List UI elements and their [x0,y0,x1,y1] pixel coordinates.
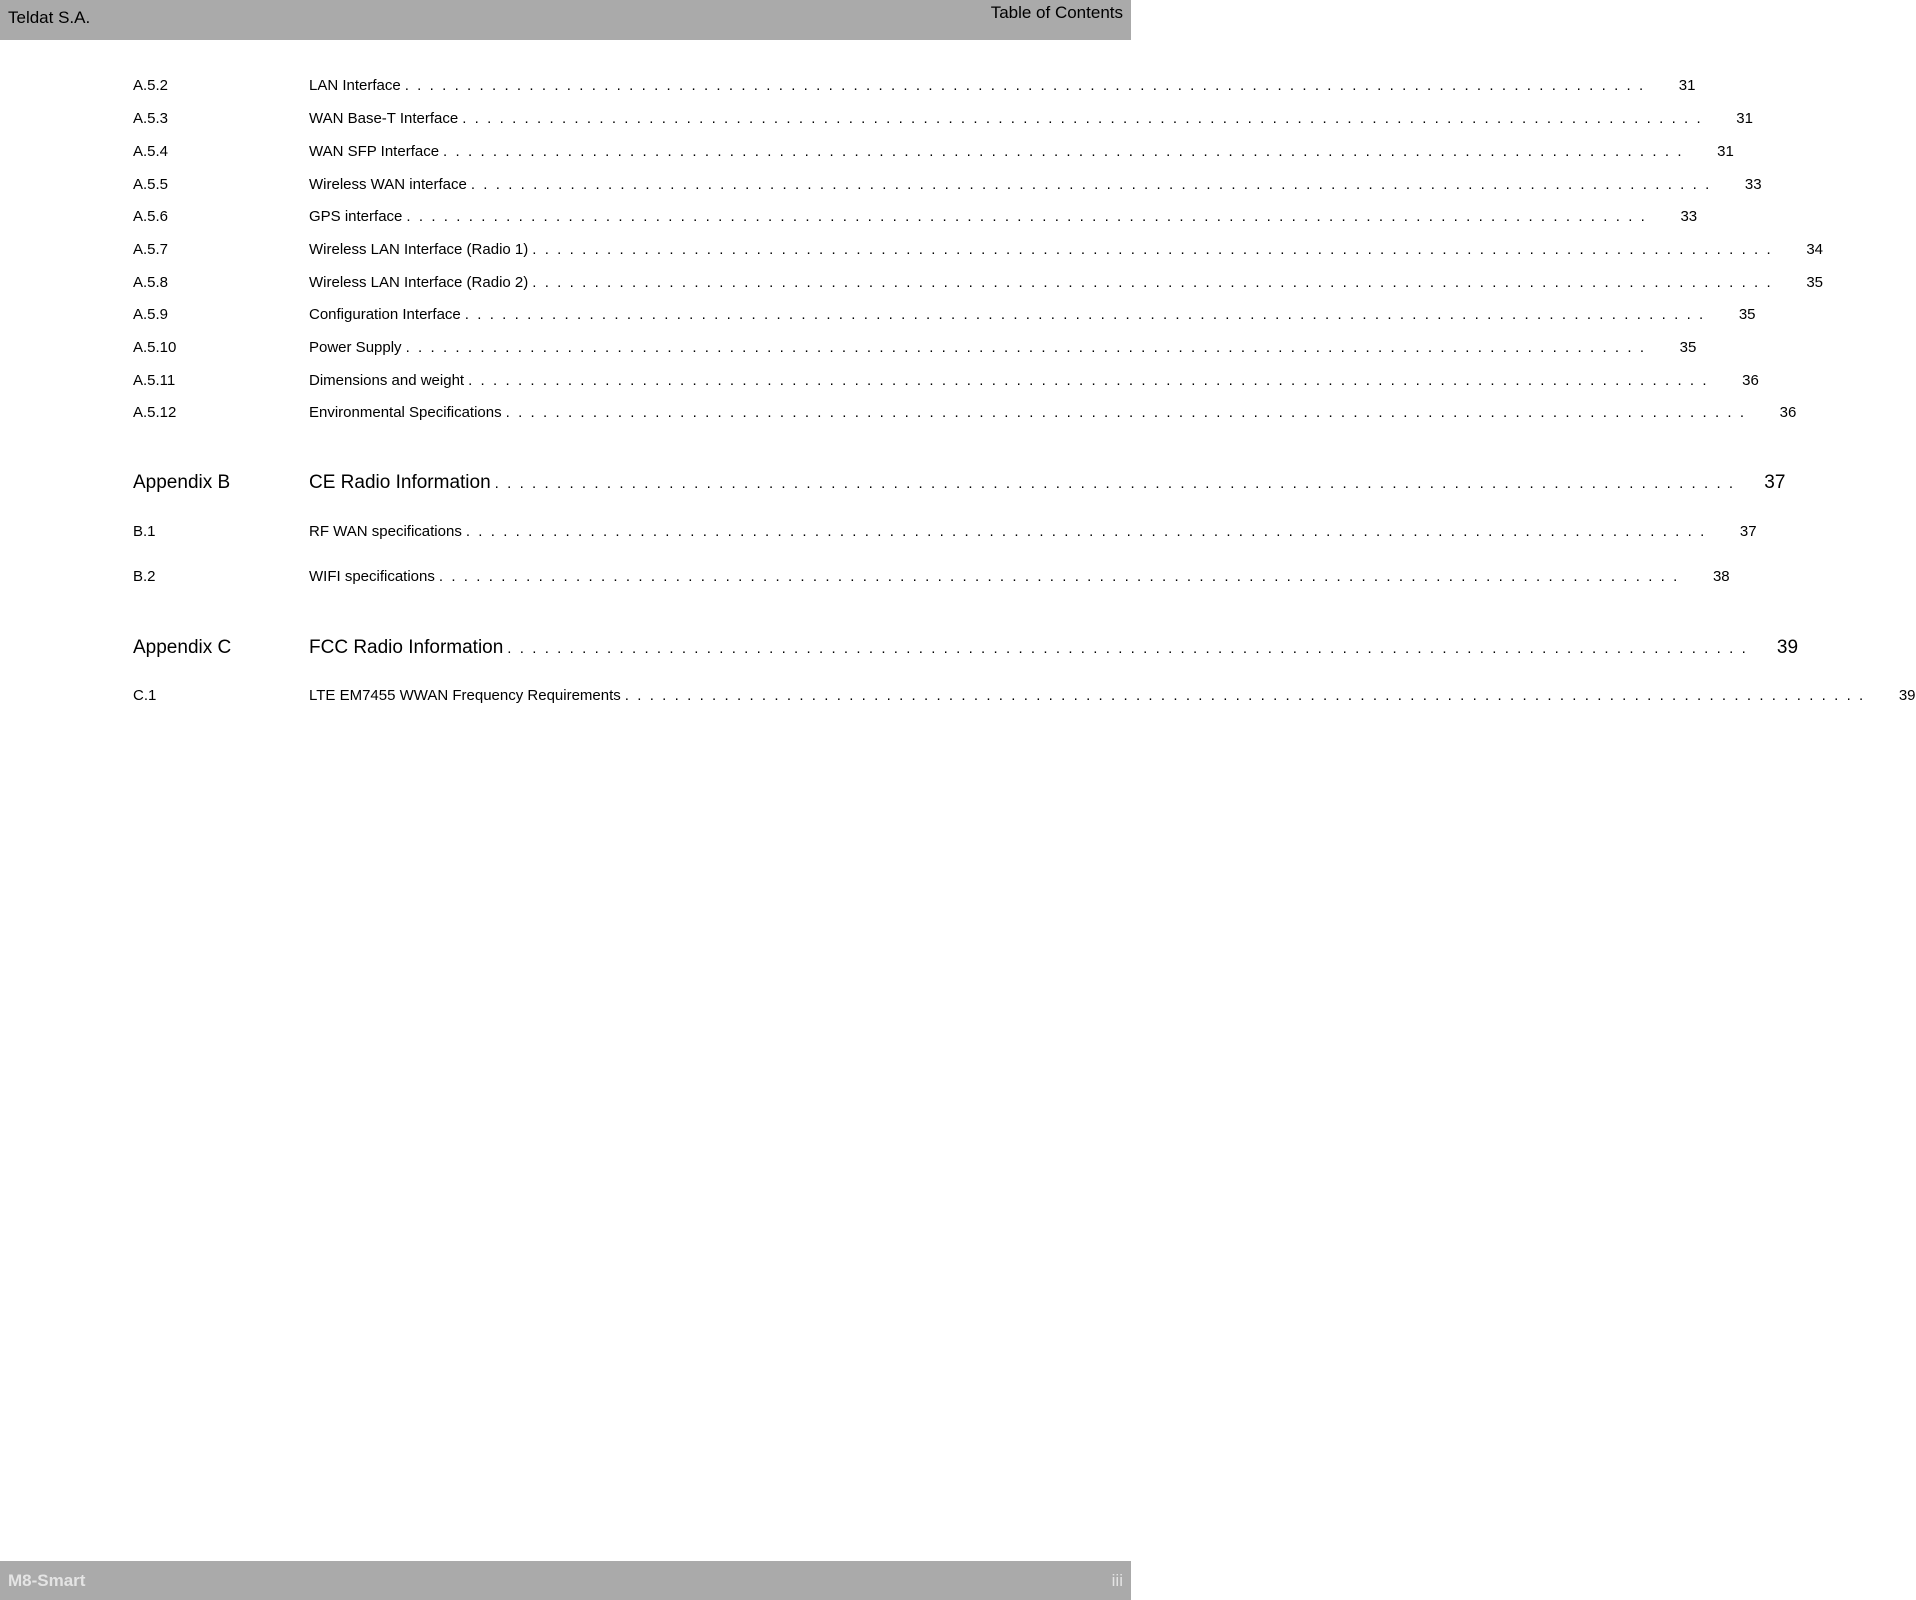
toc-entry[interactable] [133,206,1698,228]
toc-entry[interactable] [133,566,1730,588]
toc-entry[interactable] [133,174,1762,196]
toc-leader-dots: .................................................................................................... [464,306,1712,323]
toc-entry[interactable] [133,402,1797,424]
toc-leader-dots: .................................................................................................... [438,568,1686,585]
product-name: M8-Smart [8,1571,86,1590]
toc-leader-dots: .................................................................................................... [465,523,1713,540]
toc-entry[interactable] [133,141,1734,163]
toc-entry-title: Environmental Specifications [309,404,502,421]
toc-entry-page: 31 [1678,77,1696,94]
toc-entry-page: 39 [1898,687,1916,704]
toc-appendix-page: 37 [1764,472,1786,493]
toc-entry-page: 33 [1744,176,1762,193]
toc-entry-title: WAN SFP Interface [309,143,440,160]
toc-entry-page: 38 [1712,568,1730,585]
toc-entry-title: WIFI specifications [309,568,435,585]
company-name: Teldat S.A. [8,8,91,27]
toc-entry[interactable] [133,239,1823,261]
toc-entry-page: 34 [1806,241,1823,258]
toc-entry-number: A.5.12 [133,404,177,421]
toc-entry-page: 35 [1738,306,1756,323]
toc-entry-title: Dimensions and weight [309,372,465,389]
toc-appendix-title: CE Radio Information [309,472,491,493]
toc-entry-title: WAN Base-T Interface [309,110,459,127]
toc-leader-dots: .................................................................................................... [404,77,1652,94]
toc-appendix-number: Appendix B [133,472,231,493]
toc-entry-number: B.1 [133,523,156,540]
toc-entry-title: LAN Interface [309,77,401,94]
toc-entry[interactable] [133,370,1759,392]
toc-entry-number: A.5.10 [133,339,177,356]
toc-entry[interactable] [133,337,1697,359]
toc-appendix-entry[interactable] [133,635,1799,661]
toc-entry-number: A.5.5 [133,176,169,193]
toc-entry-title: Wireless WAN interface [309,176,467,193]
toc-entry-page: 36 [1742,372,1759,389]
toc-entry-title: RF WAN specifications [309,523,462,540]
toc-appendix-page: 39 [1776,637,1799,658]
toc-entry-page: 31 [1717,143,1734,160]
toc-entry[interactable] [133,304,1756,326]
toc-entry[interactable] [133,75,1696,97]
toc-entry-number: A.5.9 [133,306,169,323]
toc-leader-dots: .................................................................................................... [443,143,1690,160]
toc-appendix-title: FCC Radio Information [309,637,504,658]
toc-leader-dots: .................................................................................................... [470,176,1718,193]
toc-entry-title: GPS interface [309,208,403,225]
toc-leader-dots: .................................................................................................... [405,339,1653,356]
page-footer [0,1561,1131,1600]
toc-leader-dots: .................................................................................................... [532,274,1779,291]
toc-leader-dots: .................................................................................................... [462,110,1709,127]
page-header [0,0,1131,40]
toc-entry[interactable] [133,108,1753,130]
section-title: Table of Contents [990,3,1123,22]
toc-appendix-entry[interactable] [133,470,1786,496]
toc-leader-dots: .................................................................................................... [468,372,1715,389]
toc-entry-page: 35 [1806,274,1823,291]
toc-entry[interactable] [133,521,1757,543]
toc-leader-dots: .................................................................................................... [624,687,1872,704]
toc-entry-page: 33 [1680,208,1698,225]
toc-entry-number: A.5.6 [133,208,169,225]
toc-entry-page: 31 [1736,110,1753,127]
toc-entry-page: 35 [1679,339,1697,356]
toc-entry-page: 36 [1779,404,1797,421]
toc-entry-title: LTE EM7455 WWAN Frequency Requirements [309,687,621,704]
toc-entry-number: B.2 [133,568,156,585]
toc-entry-title: Power Supply [309,339,402,356]
toc-leader-dots: .................................................................................................... [507,640,1755,657]
toc-leader-dots: .................................................................................................... [406,208,1654,225]
toc-entry-number: A.5.7 [133,241,169,258]
toc-leader-dots: .................................................................................................... [505,404,1753,421]
toc-entry-title: Wireless LAN Interface (Radio 1) [309,241,529,258]
toc-entry-number: A.5.3 [133,110,169,127]
toc-entry[interactable] [133,685,1916,707]
toc-entry-number: A.5.4 [133,143,169,160]
toc-leader-dots: .................................................................................................... [532,241,1779,258]
toc-entry[interactable] [133,272,1823,294]
toc-entry-number: A.5.11 [133,372,176,389]
toc-appendix-number: Appendix C [133,637,232,658]
toc-entry-number: A.5.2 [133,77,169,94]
toc-entry-title: Configuration Interface [309,306,461,323]
toc-entry-number: A.5.8 [133,274,169,291]
toc-entry-number: C.1 [133,687,157,704]
toc-entry-page: 37 [1739,523,1757,540]
toc-entry-title: Wireless LAN Interface (Radio 2) [309,274,529,291]
toc-leader-dots: .................................................................................................... [494,475,1742,492]
page-number: iii [1111,1571,1123,1590]
